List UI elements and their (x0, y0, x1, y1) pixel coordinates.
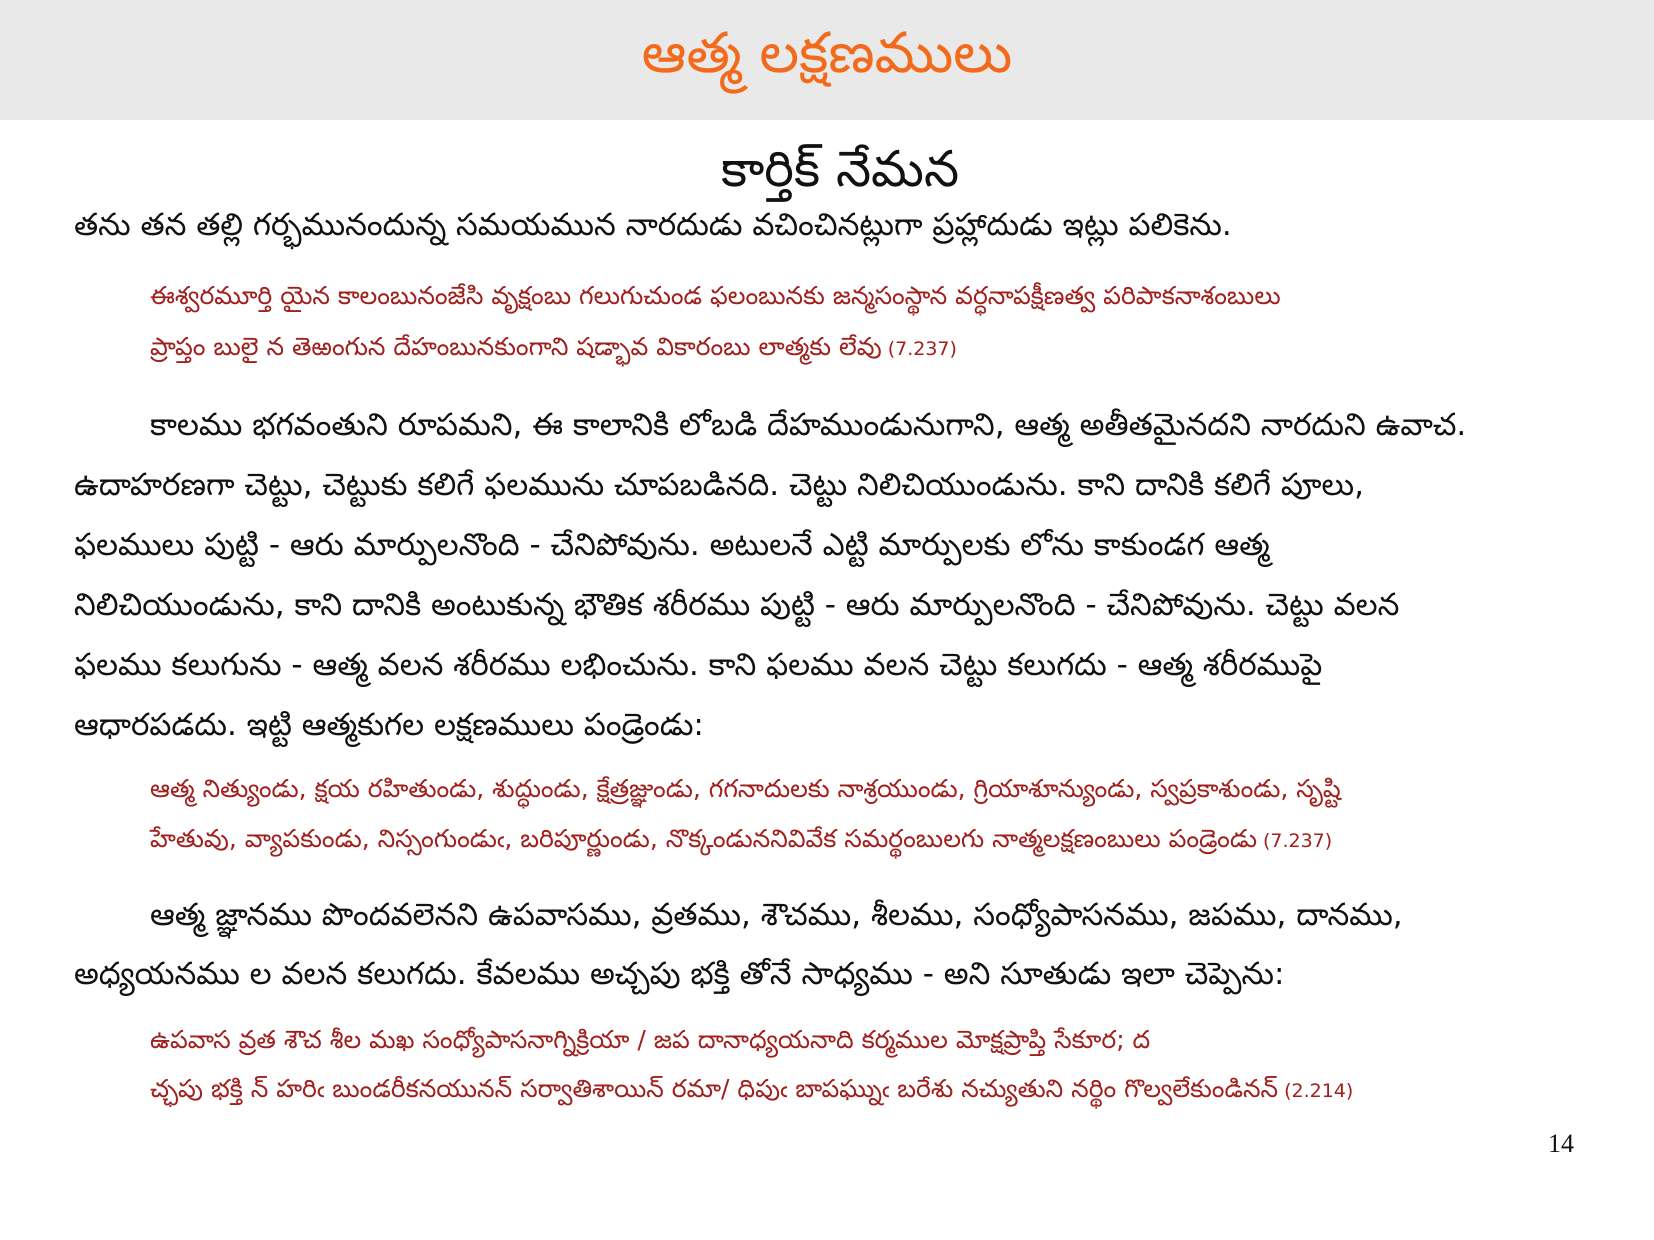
paragraph2-line1: ఆత్మ జ్ఞానము పొందవలెనని ఉపవాసము, వ్రతము, శౌచము, శీలము, సంధ్యోపాసనము, జపము, దానము, (150, 897, 1403, 933)
paragraph2-line2: అధ్యయనము ల వలన కలుగదు. కేవలము అచ్చపు భక్తి తోనే సాధ్యము - అని సూతుడు ఇలా చెప్పెను: (74, 956, 1285, 992)
verse3-line1: ఉపవాస వ్రత శౌచ శీల మఖ సంధ్యోపాసనాగ్నిక్రియా / జప దానాధ్యయనాది కర్మముల మోక్షప్రాప్తి సేకూర; ద (150, 1025, 1151, 1054)
verse3-line2 (150, 1071, 1353, 1109)
page-title: ఆత్మ లక్షణములు (641, 21, 1013, 86)
verse3-text: చ్ఛపు భక్తి న్ హరిఁ బుండరీకనయునన్ సర్వాతిశాయిన్ రమా/ ధిపుఁ బాపఘ్నుఁ బరేశు నచ్యుతుని నర్థిం గొల్వలేకుండినన్ (150, 1074, 1279, 1103)
verse1-line1: ఈశ్వరమూర్తి యైన కాలంబునంజేసి వృక్షంబు గలుగుచుండ ఫలంబునకు జన్మసంస్థాన వర్ధనాపక్షీణత్వ పరిపాకనాశంబులు (150, 281, 1281, 310)
verse3-reference: (2.214) (1284, 1080, 1354, 1102)
verse2-line1: ఆత్మ నిత్యుండు, క్షయ రహితుండు, శుద్ధుండు, క్షేత్రజ్ఞుండు, గగనాదులకు నాశ్రయుండు, గ్రియాశూన్యుండు, స్వప్రకాశుండు, సృష్టి (150, 774, 1341, 803)
author-name: కార్తిక్ నేమన (720, 140, 960, 198)
paragraph1-line3: ఫలములు పుట్టి - ఆరు మార్పులనొంది - చేనిపోవును. అటులనే ఎట్టి మార్పులకు లోను కాకుండగ ఆత్మ (74, 527, 1270, 563)
paragraph1-line6: ఆధారపడదు. ఇట్టి ఆత్మకుగల లక్షణములు పండ్రెండు: (74, 707, 704, 743)
page-number: 14 (1548, 1129, 1574, 1158)
paragraph1-line2: ఉదాహరణగా చెట్టు, చెట్టుకు కలిగే ఫలమును చూపబడినది. చెట్టు నిలిచియుండును. కాని దానికి కలిగే పూలు, (74, 467, 1365, 503)
verse1-line2 (150, 329, 957, 367)
intro-line: తను తన తల్లి గర్భమునందున్న సమయమున నారదుడు వచించినట్లుగా ప్రహ్లాదుడు ఇట్లు పలికెను. (74, 207, 1232, 243)
verse2-reference: (7.237) (1262, 830, 1333, 852)
verse2-text: హేతువు, వ్యాపకుండు, నిస్సంగుండుఁ, బరిపూర్ణుండు, నొక్కండుననివివేక సమర్థంబులగు నాత్మలక్షణంబులు పండ్రెండు (150, 824, 1257, 853)
verse1-text: ప్రాప్తం బులై న తెఱంగున దేహంబునకుంగాని షడ్భావ వికారంబు లాత్మకు లేవు (150, 332, 882, 361)
verse2-line2 (150, 821, 1332, 859)
paragraph1-line5: ఫలము కలుగును - ఆత్మ వలన శరీరము లభించును. కాని ఫలము వలన చెట్టు కలుగదు - ఆత్మ శరీరముపై (74, 647, 1323, 683)
paragraph1-line4: నిలిచియుండును, కాని దానికి అంటుకున్న భౌతిక శరీరము పుట్టి - ఆరు మార్పులనొంది - చేనిపోవును. చెట్టు వలన (74, 587, 1400, 623)
verse1-reference: (7.237) (887, 338, 957, 360)
paragraph1-line1: కాలము భగవంతుని రూపమని, ఈ కాలానికి లోబడి దేహముండునుగాని, ఆత్మ అతీతమైనదని నారదుని ఉవాచ. (150, 407, 1467, 443)
